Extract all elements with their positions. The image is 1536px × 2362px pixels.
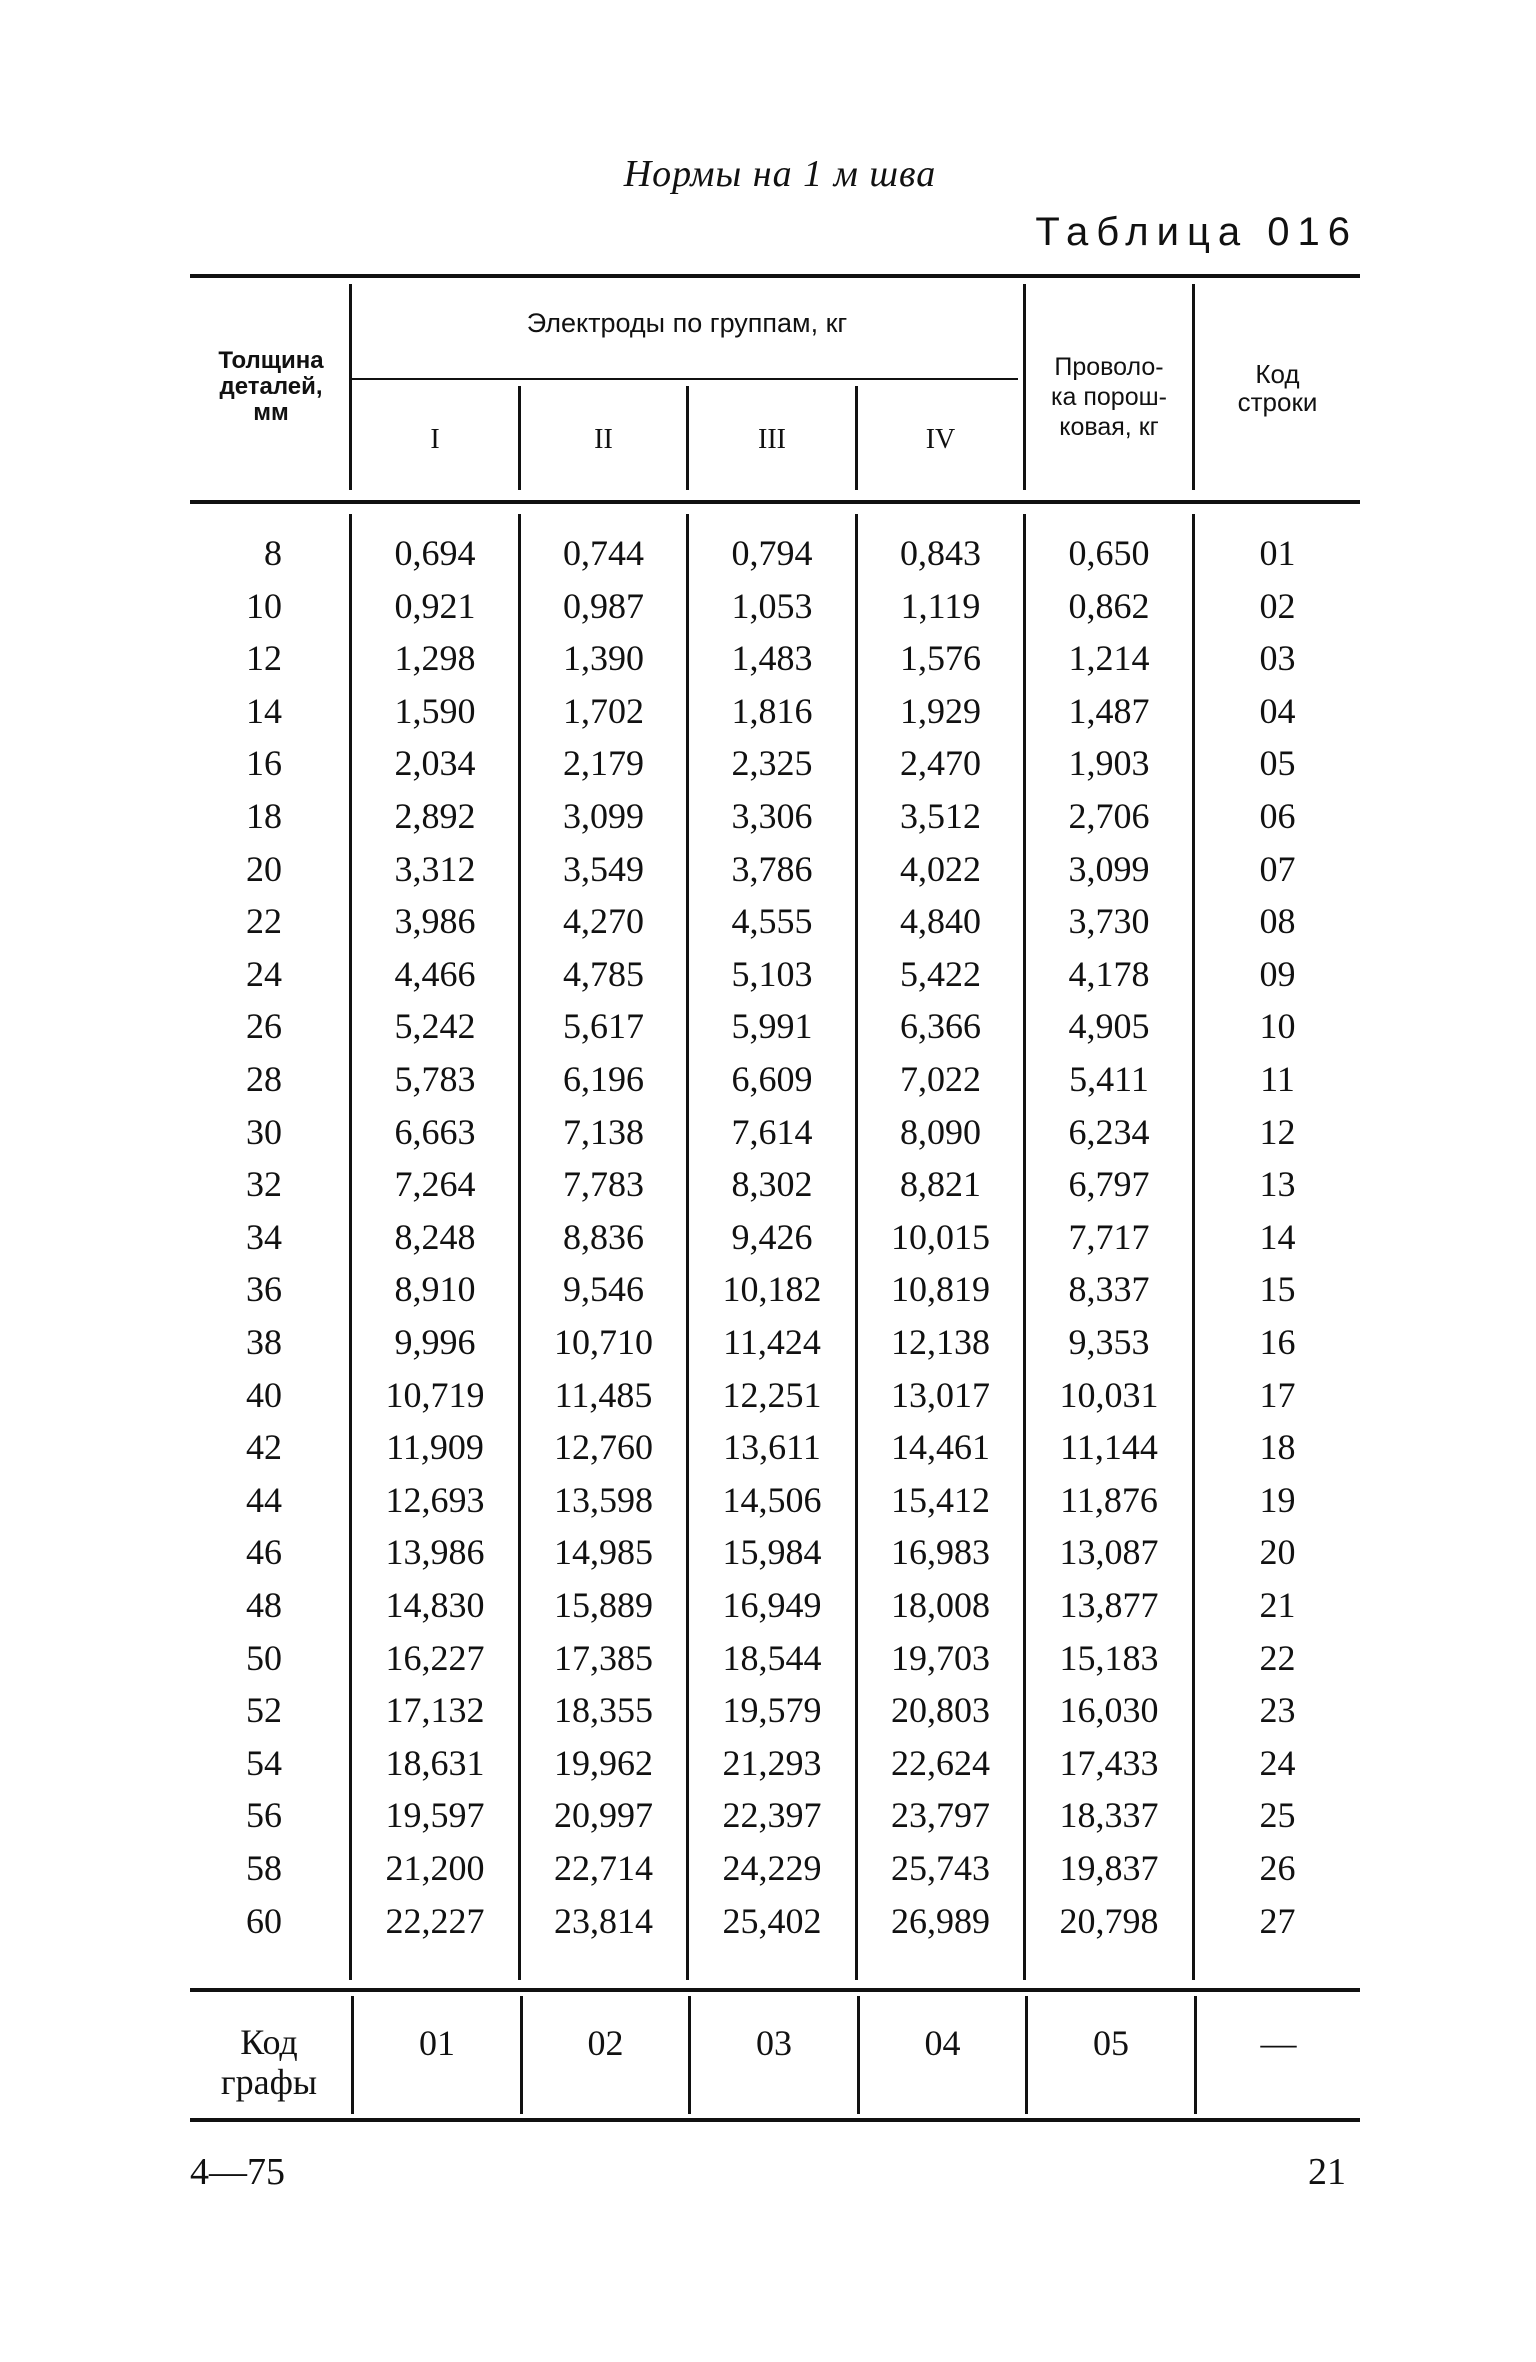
thickness-cell: 56 bbox=[246, 1795, 282, 1836]
row-code-cell: 12 bbox=[1259, 1111, 1296, 1152]
thickness-cell: 12 bbox=[246, 638, 282, 679]
row-code-cell: 24 bbox=[1259, 1742, 1296, 1783]
group-2-cell: 0,987 bbox=[563, 585, 644, 626]
group-4-cell: 22,624 bbox=[891, 1742, 990, 1783]
group-3-cell: 25,402 bbox=[722, 1900, 822, 1941]
row-code-cell: 03 bbox=[1259, 638, 1296, 679]
group-1-cell: 0,921 bbox=[394, 585, 476, 626]
group-4-cell: 0,843 bbox=[900, 533, 981, 573]
thickness-cell: 20 bbox=[246, 848, 282, 889]
group-1-cell: 12,693 bbox=[385, 1479, 485, 1520]
group-2-cell: 1,390 bbox=[563, 638, 644, 679]
group-3-cell: 19,579 bbox=[722, 1690, 822, 1731]
group-2-cell: 6,196 bbox=[563, 1059, 644, 1099]
group-1-cell: 5,242 bbox=[394, 1006, 476, 1047]
thickness-cell: 38 bbox=[246, 1322, 282, 1362]
thickness-cell: 40 bbox=[246, 1374, 282, 1415]
wire-cell: 4,178 bbox=[1068, 953, 1150, 994]
group-2-cell: 19,962 bbox=[554, 1742, 653, 1783]
group-4-cell: 19,703 bbox=[891, 1637, 990, 1678]
group-3-cell: 5,991 bbox=[731, 1006, 813, 1047]
row-code-cell: 17 bbox=[1259, 1374, 1296, 1415]
header-group-2: II bbox=[594, 424, 613, 455]
group-2-cell: 12,760 bbox=[554, 1427, 653, 1468]
group-2-cell: 1,702 bbox=[563, 690, 644, 731]
thickness-cell: 28 bbox=[246, 1059, 282, 1099]
thickness-cell: 58 bbox=[246, 1848, 282, 1888]
group-3-cell: 18,544 bbox=[722, 1637, 822, 1678]
group-4-cell: 25,743 bbox=[891, 1848, 990, 1888]
row-code-cell: 04 bbox=[1259, 690, 1296, 731]
thickness-cell: 22 bbox=[246, 901, 282, 942]
row-code-cell: 10 bbox=[1259, 1006, 1296, 1047]
group-3-cell: 5,103 bbox=[731, 953, 813, 994]
thickness-cell: 36 bbox=[246, 1269, 282, 1310]
group-3-cell: 4,555 bbox=[731, 901, 813, 942]
thickness-cell: 10 bbox=[246, 585, 282, 626]
wire-cell: 5,411 bbox=[1069, 1059, 1149, 1099]
thickness-cell: 46 bbox=[246, 1532, 282, 1573]
wire-cell: 13,087 bbox=[1059, 1532, 1159, 1573]
group-1-cell: 0,694 bbox=[394, 533, 476, 573]
wire-cell: 17,433 bbox=[1059, 1742, 1159, 1783]
wire-cell: 9,353 bbox=[1068, 1322, 1150, 1362]
group-2-cell: 11,485 bbox=[554, 1374, 653, 1415]
wire-cell: 11,144 bbox=[1060, 1427, 1158, 1468]
thickness-cell: 18 bbox=[246, 796, 282, 836]
group-1-cell: 3,986 bbox=[394, 901, 476, 942]
group-4-cell: 1,929 bbox=[900, 690, 981, 731]
group-1-cell: 7,264 bbox=[394, 1164, 476, 1205]
row-code-cell: 20 bbox=[1259, 1532, 1296, 1573]
group-4-cell: 2,470 bbox=[900, 743, 981, 784]
header-row-code: Код строки bbox=[1237, 359, 1318, 417]
group-4-cell: 13,017 bbox=[891, 1374, 990, 1415]
group-1-cell: 11,909 bbox=[386, 1427, 484, 1468]
column-code-01: 01 bbox=[419, 2023, 455, 2063]
row-code-cell: 22 bbox=[1259, 1637, 1296, 1678]
thickness-cell: 52 bbox=[246, 1690, 282, 1731]
thickness-cell: 14 bbox=[246, 690, 282, 731]
group-4-cell: 15,412 bbox=[891, 1479, 990, 1520]
column-code-05: 05 bbox=[1093, 2023, 1129, 2063]
group-2-cell: 3,099 bbox=[563, 796, 644, 836]
row-code-cell: 06 bbox=[1259, 796, 1296, 836]
thickness-cell: 16 bbox=[246, 743, 282, 784]
group-1-cell: 21,200 bbox=[385, 1848, 485, 1888]
wire-cell: 1,903 bbox=[1068, 743, 1150, 784]
thickness-cell: 60 bbox=[246, 1900, 282, 1941]
group-2-cell: 4,785 bbox=[563, 953, 644, 994]
thickness-cell: 50 bbox=[246, 1637, 282, 1678]
column-code-04: 04 bbox=[924, 2023, 961, 2063]
group-4-cell: 20,803 bbox=[891, 1690, 990, 1731]
group-4-cell: 7,022 bbox=[900, 1059, 981, 1099]
thickness-cell: 54 bbox=[246, 1742, 282, 1783]
column-code-02: 02 bbox=[587, 2023, 624, 2063]
wire-cell: 15,183 bbox=[1059, 1637, 1159, 1678]
row-code-cell: 25 bbox=[1259, 1795, 1296, 1836]
column-code-dash: — bbox=[1260, 2023, 1297, 2063]
wire-cell: 11,876 bbox=[1060, 1479, 1158, 1520]
group-3-cell: 2,325 bbox=[731, 743, 813, 784]
group-2-cell: 17,385 bbox=[554, 1637, 653, 1678]
row-code-cell: 27 bbox=[1259, 1900, 1296, 1941]
group-3-cell: 13,611 bbox=[723, 1427, 821, 1468]
group-3-cell: 8,302 bbox=[731, 1164, 813, 1205]
group-1-cell: 22,227 bbox=[385, 1900, 485, 1941]
group-4-cell: 10,819 bbox=[891, 1269, 990, 1310]
group-1-cell: 19,597 bbox=[385, 1795, 485, 1836]
top-rule bbox=[190, 274, 1360, 278]
group-2-cell: 14,985 bbox=[554, 1532, 653, 1573]
footer-row-label: Код графы bbox=[220, 2022, 318, 2102]
group-4-cell: 3,512 bbox=[900, 796, 981, 836]
group-2-cell: 4,270 bbox=[563, 901, 644, 942]
thickness-cell: 42 bbox=[246, 1427, 282, 1468]
row-code-cell: 09 bbox=[1259, 953, 1296, 994]
row-code-cell: 01 bbox=[1259, 533, 1296, 573]
page-number: 21 bbox=[1308, 2151, 1346, 2193]
group-3-cell: 24,229 bbox=[722, 1848, 822, 1888]
group-1-cell: 2,892 bbox=[394, 796, 476, 836]
group-1-cell: 10,719 bbox=[385, 1374, 485, 1415]
group-2-cell: 15,889 bbox=[554, 1585, 653, 1625]
group-3-cell: 6,609 bbox=[731, 1059, 813, 1099]
group-4-cell: 16,983 bbox=[891, 1532, 990, 1573]
group-4-cell: 4,840 bbox=[900, 901, 981, 942]
group-2-cell: 5,617 bbox=[563, 1006, 644, 1047]
group-1-cell: 4,466 bbox=[394, 953, 476, 994]
wire-cell: 3,730 bbox=[1068, 901, 1150, 942]
wire-cell: 18,337 bbox=[1059, 1795, 1159, 1836]
group-4-cell: 1,576 bbox=[900, 638, 981, 679]
header-group-4: IV bbox=[925, 424, 956, 455]
thickness-cell: 44 bbox=[246, 1479, 282, 1520]
column-code-03: 03 bbox=[756, 2023, 792, 2063]
row-code-cell: 19 bbox=[1259, 1479, 1296, 1520]
group-1-cell: 5,783 bbox=[394, 1059, 476, 1099]
wire-cell: 19,837 bbox=[1059, 1848, 1159, 1888]
header-group-1: I bbox=[430, 424, 440, 455]
group-4-cell: 4,022 bbox=[900, 848, 981, 889]
group-1-cell: 6,663 bbox=[394, 1111, 476, 1152]
wire-cell: 1,214 bbox=[1068, 638, 1150, 679]
group-2-cell: 7,138 bbox=[563, 1111, 644, 1152]
group-1-cell: 14,830 bbox=[385, 1585, 485, 1625]
thickness-cell: 30 bbox=[246, 1111, 282, 1152]
group-2-cell: 13,598 bbox=[554, 1479, 653, 1520]
thickness-cell: 26 bbox=[246, 1006, 282, 1047]
row-code-cell: 07 bbox=[1259, 848, 1296, 889]
group-2-cell: 9,546 bbox=[563, 1269, 644, 1310]
wire-cell: 6,234 bbox=[1068, 1111, 1150, 1152]
electrodes-group-rule bbox=[350, 378, 1018, 380]
group-2-cell: 8,836 bbox=[563, 1216, 644, 1257]
group-1-cell: 16,227 bbox=[385, 1637, 485, 1678]
group-3-cell: 1,053 bbox=[731, 585, 813, 626]
header-group-3: III bbox=[758, 424, 786, 455]
wire-cell: 0,650 bbox=[1068, 533, 1150, 573]
group-2-cell: 20,997 bbox=[554, 1795, 653, 1836]
group-4-cell: 6,366 bbox=[900, 1006, 981, 1047]
group-4-cell: 23,797 bbox=[891, 1795, 990, 1836]
group-3-cell: 9,426 bbox=[731, 1216, 813, 1257]
row-code-cell: 13 bbox=[1259, 1164, 1296, 1205]
wire-cell: 10,031 bbox=[1059, 1374, 1159, 1415]
group-4-cell: 26,989 bbox=[891, 1900, 990, 1941]
group-4-cell: 10,015 bbox=[891, 1216, 990, 1257]
thickness-cell: 24 bbox=[246, 953, 282, 994]
group-3-cell: 10,182 bbox=[722, 1269, 822, 1310]
row-code-cell: 15 bbox=[1259, 1269, 1296, 1310]
row-code-cell: 11 bbox=[1260, 1059, 1295, 1099]
group-3-cell: 14,506 bbox=[722, 1479, 822, 1520]
page-title: Нормы на 1 м шва bbox=[623, 153, 937, 195]
row-code-cell: 21 bbox=[1259, 1585, 1296, 1625]
wire-cell: 13,877 bbox=[1059, 1585, 1159, 1625]
wire-cell: 3,099 bbox=[1068, 848, 1150, 889]
group-1-cell: 9,996 bbox=[394, 1322, 476, 1362]
thickness-cell: 34 bbox=[246, 1216, 282, 1257]
group-1-cell: 2,034 bbox=[394, 743, 476, 784]
row-code-cell: 26 bbox=[1259, 1848, 1296, 1888]
row-code-cell: 02 bbox=[1259, 585, 1296, 626]
group-1-cell: 1,590 bbox=[394, 690, 476, 731]
wire-cell: 1,487 bbox=[1068, 690, 1150, 731]
group-3-cell: 7,614 bbox=[731, 1111, 813, 1152]
row-code-cell: 14 bbox=[1259, 1216, 1296, 1257]
group-3-cell: 15,984 bbox=[722, 1532, 822, 1573]
thickness-cell: 8 bbox=[264, 533, 282, 573]
table-label: Таблица 016 bbox=[1035, 210, 1358, 254]
group-2-cell: 18,355 bbox=[554, 1690, 653, 1731]
group-3-cell: 0,794 bbox=[731, 533, 813, 573]
header-wire: Проволо- ка порош- ковая, кг bbox=[1051, 353, 1167, 441]
group-4-cell: 18,008 bbox=[891, 1585, 990, 1625]
group-3-cell: 1,483 bbox=[731, 638, 813, 679]
header-thickness: Толщина деталей, мм bbox=[218, 347, 324, 426]
header-bottom-rule bbox=[190, 500, 1360, 504]
wire-cell: 20,798 bbox=[1059, 1900, 1159, 1941]
group-4-cell: 14,461 bbox=[891, 1427, 990, 1468]
page-footer-left: 4—75 bbox=[190, 2151, 285, 2193]
group-4-cell: 8,821 bbox=[900, 1164, 981, 1205]
group-1-cell: 1,298 bbox=[394, 638, 476, 679]
group-4-cell: 12,138 bbox=[891, 1322, 990, 1362]
header-electrodes-group: Электроды по группам, кг bbox=[526, 308, 848, 338]
wire-cell: 2,706 bbox=[1068, 796, 1150, 836]
group-2-cell: 0,744 bbox=[563, 533, 644, 573]
wire-cell: 7,717 bbox=[1068, 1216, 1150, 1257]
group-4-cell: 5,422 bbox=[900, 953, 981, 994]
row-code-cell: 18 bbox=[1259, 1427, 1296, 1468]
row-code-cell: 08 bbox=[1259, 901, 1296, 942]
group-2-cell: 7,783 bbox=[563, 1164, 644, 1205]
footer-bottom-rule bbox=[190, 2118, 1360, 2122]
group-2-cell: 10,710 bbox=[554, 1322, 653, 1362]
group-2-cell: 3,549 bbox=[563, 848, 644, 889]
group-3-cell: 3,306 bbox=[731, 796, 813, 836]
group-1-cell: 13,986 bbox=[385, 1532, 485, 1573]
group-1-cell: 17,132 bbox=[385, 1690, 485, 1731]
group-2-cell: 2,179 bbox=[563, 743, 644, 784]
row-code-cell: 05 bbox=[1259, 743, 1296, 784]
group-3-cell: 22,397 bbox=[722, 1795, 822, 1836]
wire-cell: 0,862 bbox=[1068, 585, 1150, 626]
group-1-cell: 3,312 bbox=[394, 848, 476, 889]
thickness-cell: 48 bbox=[246, 1585, 282, 1625]
body-bottom-rule bbox=[190, 1988, 1360, 1992]
group-3-cell: 11,424 bbox=[723, 1322, 821, 1362]
wire-cell: 16,030 bbox=[1059, 1690, 1159, 1731]
row-code-cell: 16 bbox=[1259, 1322, 1296, 1362]
group-4-cell: 8,090 bbox=[900, 1111, 981, 1152]
group-2-cell: 22,714 bbox=[554, 1848, 653, 1888]
group-3-cell: 1,816 bbox=[731, 690, 813, 731]
group-3-cell: 3,786 bbox=[731, 848, 813, 889]
wire-cell: 8,337 bbox=[1068, 1269, 1150, 1310]
group-3-cell: 12,251 bbox=[722, 1374, 822, 1415]
wire-cell: 4,905 bbox=[1068, 1006, 1150, 1047]
group-1-cell: 8,910 bbox=[394, 1269, 476, 1310]
group-3-cell: 16,949 bbox=[722, 1585, 822, 1625]
group-4-cell: 1,119 bbox=[900, 585, 981, 626]
thickness-cell: 32 bbox=[246, 1164, 282, 1205]
group-1-cell: 18,631 bbox=[385, 1742, 485, 1783]
group-2-cell: 23,814 bbox=[554, 1900, 653, 1941]
group-1-cell: 8,248 bbox=[394, 1216, 476, 1257]
group-3-cell: 21,293 bbox=[722, 1742, 822, 1783]
row-code-cell: 23 bbox=[1259, 1690, 1296, 1731]
wire-cell: 6,797 bbox=[1068, 1164, 1150, 1205]
